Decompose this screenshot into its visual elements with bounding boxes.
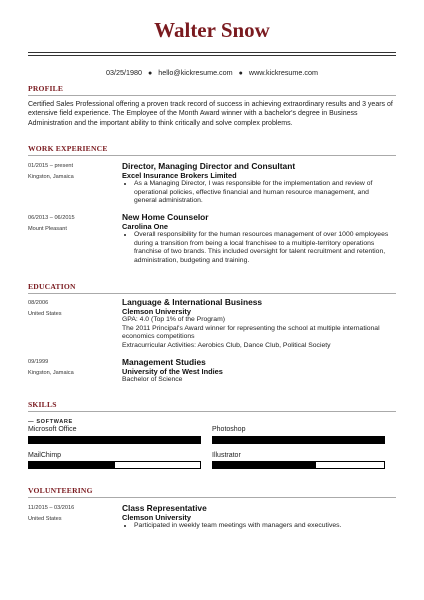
bullet-separator: ● <box>238 70 243 77</box>
entry-organization: Clemson University <box>122 307 192 316</box>
entry-dates: 08/2006 <box>28 300 49 306</box>
skill-group-label: — SOFTWARE <box>28 419 73 425</box>
skill-level-bar <box>212 461 385 469</box>
entry-bullet: • Overall responsibility for the human resources management of over 1000 employees during a transition from being a local franchisee to a multiple-territory operations franchise of two brands. This included oversight for talent recruitment and retention, administration, budgeting and training. <box>134 231 392 265</box>
work-entry <box>122 161 392 206</box>
entry-meta <box>28 162 118 181</box>
entry-title: Language & International Business <box>122 297 263 307</box>
section-divider <box>28 155 396 156</box>
entry-meta <box>28 299 118 318</box>
header-rule <box>28 55 396 56</box>
section-divider <box>28 411 396 412</box>
entry-detail: Bachelor of Science <box>122 376 183 383</box>
website-link[interactable]: www.kickresume.com <box>248 68 318 77</box>
entry-detail: GPA: 4.0 (Top 1% of the Program) <box>122 316 226 323</box>
contact-line <box>0 68 424 77</box>
entry-dates: 01/2015 – present <box>28 163 74 169</box>
skill-name: Photoshop <box>212 426 246 433</box>
skill-name: Microsoft Office <box>28 426 77 433</box>
volunteering-entry <box>122 503 392 531</box>
entry-meta <box>28 358 118 377</box>
entry-title: Director, Managing Director and Consultant <box>122 161 296 171</box>
section-divider <box>28 293 396 294</box>
entry-bullet: • As a Managing Director, I was responsible for the implementation and review of operational policies, effective financial and human resource management, and general administration. <box>134 180 392 206</box>
skill-level-fill <box>29 437 200 443</box>
skill-level-bar <box>212 436 385 444</box>
entry-dates: 06/2013 – 06/2015 <box>28 215 75 221</box>
skill-name: MailChimp <box>28 452 62 459</box>
entry-meta <box>28 214 118 233</box>
skill-level-fill <box>213 462 316 468</box>
entry-location: Mount Pleasant <box>28 226 67 232</box>
skill-level-fill <box>29 462 115 468</box>
entry-bullet: • Participated in weekly team meetings with managers and executives. <box>134 522 392 531</box>
section-heading-education: EDUCATION <box>28 282 76 291</box>
entry-title: Class Representative <box>122 503 207 513</box>
section-heading-profile: PROFILE <box>28 84 64 93</box>
entry-detail: Extracurricular Activities: Aerobics Club, Dance Club, Political Society <box>122 341 331 349</box>
entry-location: Kingston, Jamaica <box>28 174 74 180</box>
education-entry <box>122 357 392 385</box>
entry-meta <box>28 504 118 523</box>
header-rule <box>28 52 396 53</box>
work-entry <box>122 212 392 265</box>
education-entry <box>122 297 392 350</box>
section-heading-volunteering: VOLUNTEERING <box>28 486 93 495</box>
entry-organization: Carolina One <box>122 222 168 231</box>
entry-dates: 11/2015 – 03/2016 <box>28 505 75 511</box>
entry-location: United States <box>28 516 62 522</box>
entry-organization: University of the West Indies <box>122 367 223 376</box>
entry-dates: 09/1999 <box>28 359 49 365</box>
section-divider <box>28 95 396 96</box>
candidate-name: Walter Snow <box>154 18 270 42</box>
section-heading-skills: SKILLS <box>28 400 57 409</box>
bullet-separator: ● <box>148 70 153 77</box>
entry-organization: Clemson University <box>122 513 192 522</box>
email-link[interactable]: hello@kickresume.com <box>158 68 233 77</box>
skill-name: Illustrator <box>212 452 241 459</box>
skill-level-bar <box>28 461 201 469</box>
entry-title: New Home Counselor <box>122 212 209 222</box>
profile-summary: Certified Sales Professional offering a proven track record of success in achieving extraordinary results and 3 years of extensive field experience. The Employee of the Month Award winner with a bachelor's degree in Business Administration and the important ability to think critically and solve complex problems. <box>28 101 393 127</box>
entry-location: United States <box>28 311 62 317</box>
section-divider <box>28 497 396 498</box>
skill-level-fill <box>213 437 384 443</box>
date-of-birth: 03/25/1980 <box>106 68 142 77</box>
entry-title: Management Studies <box>122 357 206 367</box>
entry-detail: The 2011 Principal's Award winner for representing the school at multiple international economics competitions <box>122 324 380 341</box>
entry-organization: Excel Insurance Brokers Limited <box>122 171 237 180</box>
entry-location: Kingston, Jamaica <box>28 370 74 376</box>
skill-level-bar <box>28 436 201 444</box>
section-heading-work: WORK EXPERIENCE <box>28 144 108 153</box>
